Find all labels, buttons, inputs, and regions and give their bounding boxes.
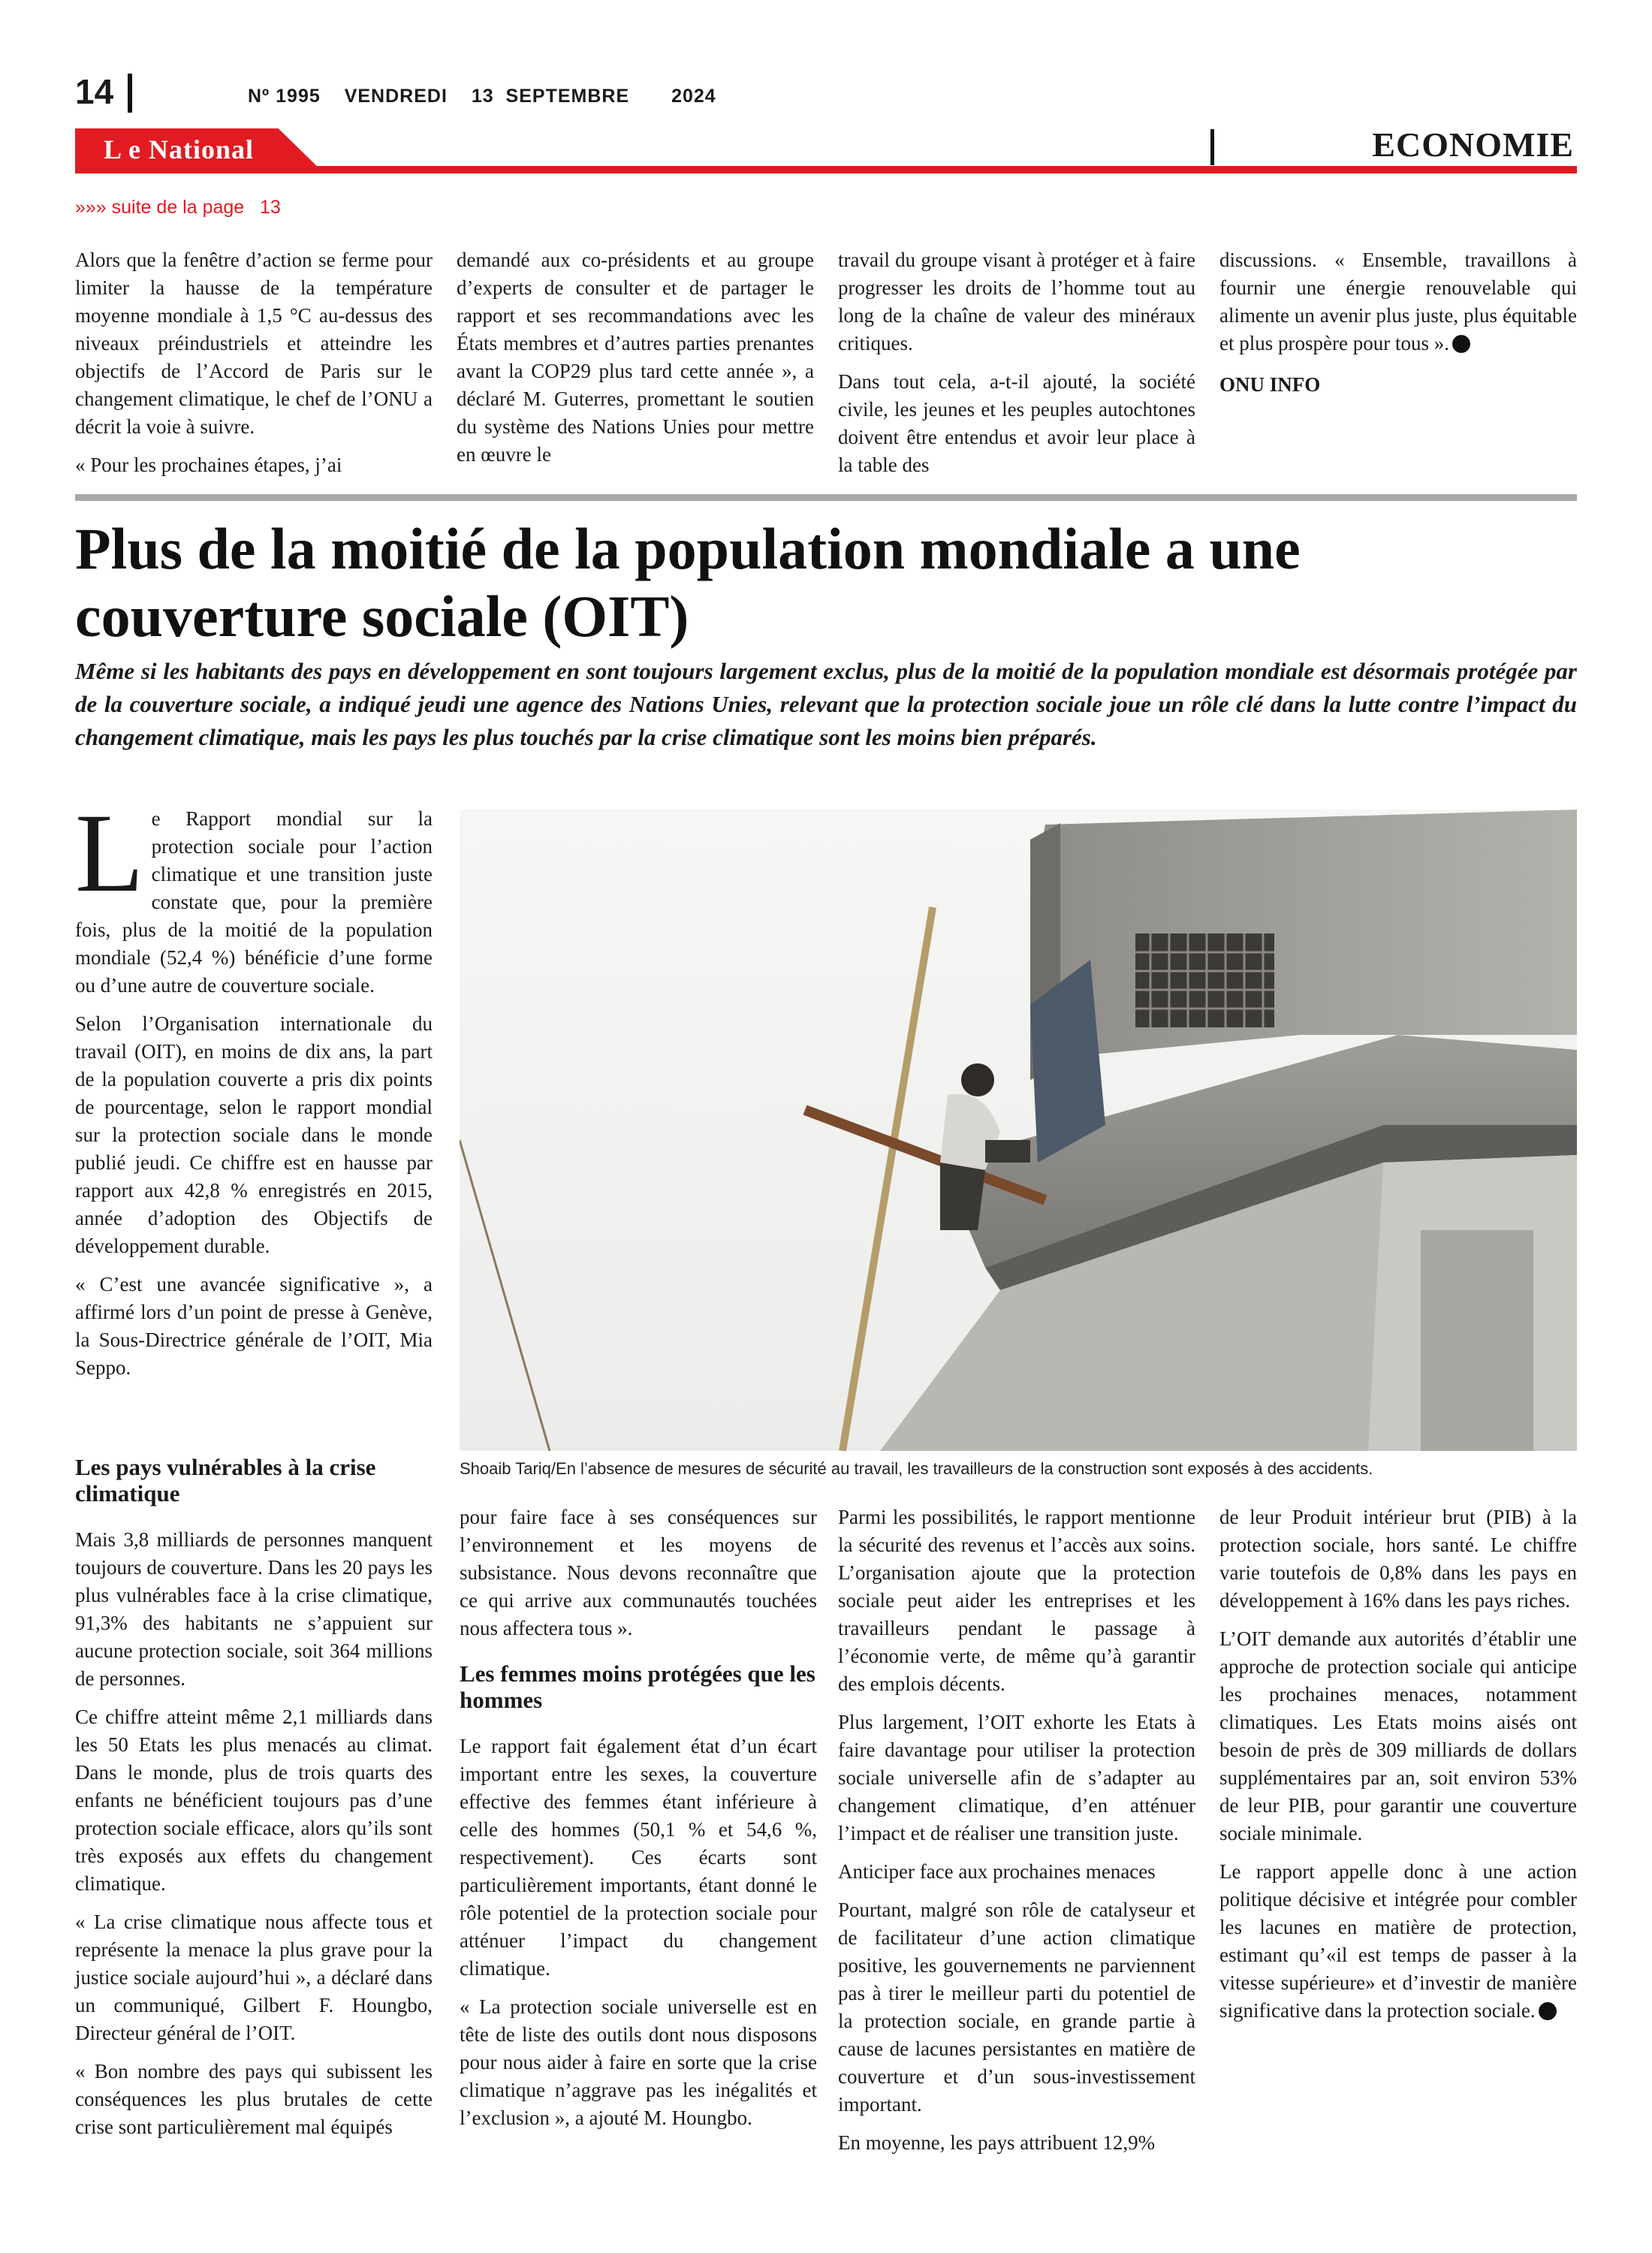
article-separator [75, 494, 1577, 501]
paragraph: L’OIT demande aux autorités d’établir une approche de protection sociale qui anticipe les prochaines menaces, notamment climatiques. Les Etats moins aisés ont besoin de près de 309 milliards de dollars supplémentaires par an, soit environ 53% de leur PIB, pour garantir une couverture sociale minimale. [1219, 1627, 1577, 1844]
paragraph: « Pour les prochaines étapes, j’ai [75, 454, 342, 476]
paragraph: Dans tout cela, a-t-il ajouté, la société civile, les jeunes et les peuples autochtones doivent être entendus et avoir leur place à la table des [838, 370, 1195, 476]
paragraph: demandé aux co-présidents et au groupe d’experts de consulter et de partager le rapport et ses recommandations avec les États membres et d’autres parties prenantes avant la COP29 plus tard cette année », a déclaré M. Guterres, promettant le soutien du système des Nations Unies pour mettre en œuvre le [457, 249, 814, 466]
paragraph: « La crise climatique nous affecte tous et représente la menace la plus grave pour la justice sociale aujourd’hui », a déclaré dans un communiqué, Gilbert F. Houngbo, Directeur général de l’OIT. [75, 1911, 433, 2044]
paragraph: En moyenne, les pays attribuent 12,9% [838, 2131, 1156, 2154]
paragraph: « La protection sociale universelle est en tête de liste des outils dont nous disposons pour nous aider à faire en sorte que la crise climatique n’aggrave pas les inégalités et l’exclusion », a ajouté M. Houngbo. [460, 1995, 817, 2129]
end-of-article-icon [1452, 335, 1470, 353]
paragraph: Mais 3,8 milliards de personnes manquent toujours de couverture. Dans les 20 pays les plus vulnérables face à la crise climatique, 91,3% des habitants ne s’appuient sur aucune protection sociale, soit 364 millions de personnes. [75, 1528, 433, 1690]
article-col1-top [75, 791, 433, 1392]
prev-article-col3 [838, 246, 1195, 490]
photo-caption: Shoaib Tariq/En l’absence de mesures de sécurité au travail, les travailleurs de la construction sont exposés à des accidents. [460, 1459, 1373, 1478]
end-of-article-icon [1539, 2002, 1557, 2020]
paragraph-text: e Rapport mondial sur la protection sociale pour l’action climatique et une transition juste constate que, pour la première fois, plus de la moitié de la population mondiale (52,4 %) bénéficie d’une forme ou d’une autre de couverture sociale. [75, 807, 433, 997]
paragraph: Le rapport fait également état d’un écart important entre les sexes, la couverture effective des femmes étant inférieure à celle des hommes (50,1 % et 54,6 %, respectivement). Ces écarts sont particulièrement importants, étant donné le rôle potentiel de la protection sociale pour atténuer l’impact du changement climatique. [460, 1735, 817, 1980]
article-col2 [460, 1504, 817, 2143]
subheading: Les pays vulnérables à la crise climatique [75, 1454, 376, 1507]
header-red-rule [75, 166, 1577, 173]
paragraph: Anticiper face aux prochaines menaces [838, 1860, 1156, 1883]
paragraph [1219, 1858, 1577, 2025]
prev-article-col1 [75, 246, 433, 490]
prev-article-col4 [1219, 246, 1577, 399]
article-headline: Plus de la moitié de la population mondiale a une couverture sociale (OIT) [75, 516, 1301, 649]
paragraph: « Bon nombre des pays qui subissent les conséquences les plus brutales de cette crise sont particulièrement mal équipés [75, 2060, 433, 2138]
article-signoff: ONU INFO [1219, 373, 1321, 396]
paragraph: Pourtant, malgré son rôle de catalyseur et de facilitateur d’une action climatique positive, les gouvernements ne parviennent pas à tirer le meilleur parti du potentiel de la protection sociale, en grande partie à cause de lacunes persistantes en matière de couverture et d’un sous-investissement important. [838, 1899, 1195, 2116]
article-col1-bottom [75, 1454, 433, 2152]
issue-number: Nº 1995 [248, 86, 321, 107]
paragraph: Plus largement, l’OIT exhorte les Etats à faire davantage pour utiliser la protection sociale universelle afin de s’adapter au changement climatique, d’en atténuer l’impact et de réaliser une transition juste. [838, 1711, 1195, 1844]
page-number-divider [128, 74, 132, 113]
page-number: 14 [75, 72, 114, 111]
paragraph: Ce chiffre atteint même 2,1 milliards dans les 50 Etats les plus menacés au climat. Dans le monde, plus de trois quarts des enfants ne bénéficient toujours pas d’une protection sociale efficace, alors qu’ils sont très exposés aux effets du changement climatique. [75, 1706, 433, 1895]
construction-worker-photo [460, 810, 1577, 1451]
paragraph: Alors que la fenêtre d’action se ferme pour limiter la hausse de la température moyenne mondiale à 1,5 °C au-dessus des niveaux préindustriels et atteindre les objectifs de l’Accord de Paris sur le changement climatique, le chef de l’ONU a décrit la voie à suivre. [75, 249, 433, 438]
date: 13 SEPTEMBRE [471, 86, 630, 107]
weekday: VENDREDI [344, 86, 448, 107]
paragraph: de leur Produit intérieur brut (PIB) à la protection sociale, hors santé. Le chiffre varie toutefois de 0,8% dans les pays en développement à 16% dans les pays riches. [1219, 1506, 1577, 1612]
subheading: Les femmes moins protégées que les hommes [460, 1660, 815, 1713]
prev-article-col2 [457, 246, 814, 479]
paragraph [1219, 246, 1577, 357]
year: 2024 [671, 86, 716, 107]
paragraph-text: Le rapport appelle donc à une action politique décisive et intégrée pour combler les lacunes en matière de protection, estimant qu’«il est temps de passer à la vitesse supérieure» et d’investir de manière significative dans la protection sociale. [1219, 1860, 1577, 2022]
section-title: ECONOMIE [1372, 125, 1574, 164]
paragraph: Parmi les possibilités, le rapport mentionne la sécurité des revenus et l’accès aux soins. L’organisation ajoute que la protection sociale peut aider les entreprises et les travailleurs pendant le passage à l’économie verte, de même qu’à garantir des emplois décents. [838, 1506, 1195, 1695]
photo-illustration [460, 810, 1577, 1451]
article-lead: Même si les habitants des pays en développement en sont toujours largement exclus, plus de la moitié de la population mondiale est désormais protégée par de la couverture sociale, a indiqué jeudi une agence des Nations Unies, relevant que la protection sociale joue un rôle clé dans la lutte contre l’impact du changement climatique, mais les pays les plus touchés par la crise climatique sont les moins bien préparés. [75, 658, 1577, 750]
continued-from-link[interactable]: »»» suite de la page 13 [75, 197, 281, 218]
paragraph: pour faire face à ses conséquences sur l’environnement et les moyens de subsistance. Nous devons reconnaître que ce qui arrive aux communautés touchées nous affectera tous ». [460, 1506, 817, 1639]
paragraph: Selon l’Organisation internationale du travail (OIT), en moins de dix ans, la part de la population couverte a pris dix points de pourcentage, selon le rapport mondial sur la protection sociale dans le monde publié jeudi. Ce chiffre est en hausse par rapport aux 42,8 % enregistrés en 2015, année d’adoption des Objectifs de développement durable. [75, 1012, 433, 1257]
drop-cap: L [75, 791, 144, 915]
article-col3 [838, 1504, 1195, 2167]
brand-logo: L e National [104, 134, 255, 164]
article-col4 [1219, 1504, 1577, 2035]
paragraph: « C’est une avancée significative », a affirmé lors d’un point de presse à Genève, la Sous-Directrice générale de l’OIT, Mia Seppo. [75, 1273, 433, 1379]
issue-line [248, 86, 734, 107]
paragraph [75, 791, 433, 1000]
section-divider [1210, 129, 1214, 165]
paragraph-text: discussions. « Ensemble, travaillons à fournir une énergie renouvelable qui alimente un avenir plus juste, plus équitable et plus prospère pour tous ». [1219, 249, 1577, 354]
paragraph: travail du groupe visant à protéger et à faire progresser les droits de l’homme tout au long de la chaîne de valeur des minéraux critiques. [838, 249, 1195, 354]
